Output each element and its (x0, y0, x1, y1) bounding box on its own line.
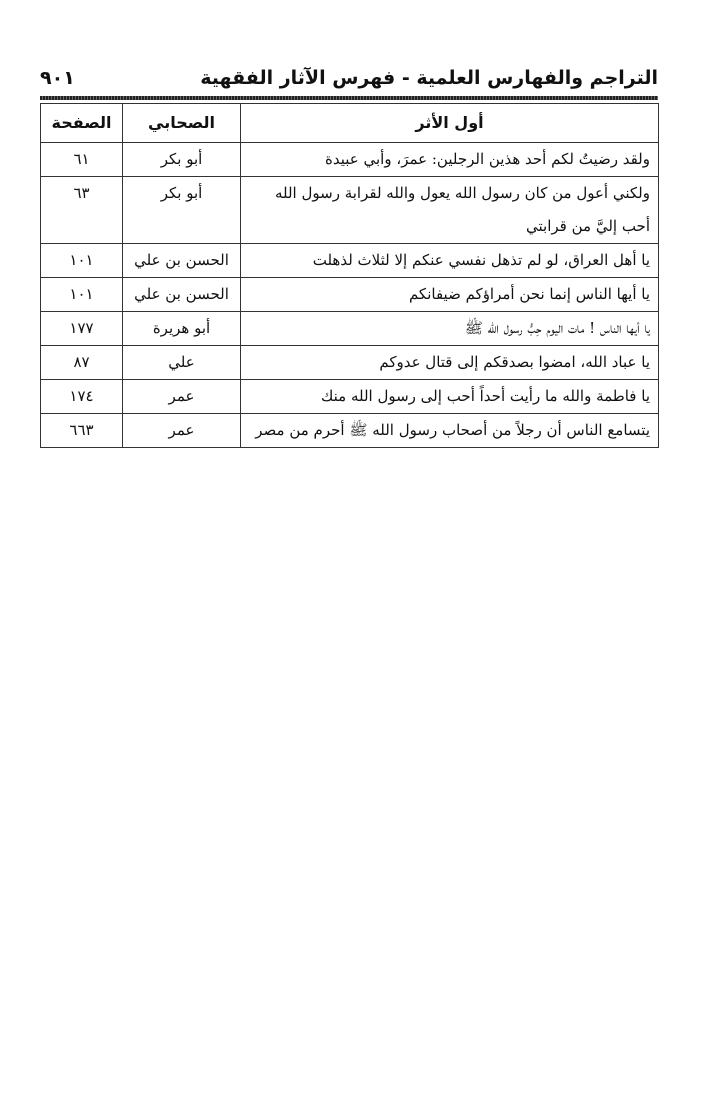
column-header-page: الصفحة (41, 104, 123, 143)
table-row (41, 346, 659, 380)
column-header-athar: أول الأثر (241, 104, 659, 143)
sahabi-cell: عمر (123, 380, 241, 414)
page-cell: ٦٦٣ (41, 414, 123, 448)
athar-cell: يا أيها الناس إنما نحن أمراؤكم ضيفانكم (241, 278, 659, 312)
running-title: التراجم والفهارس العلمية - فهرس الآثار الفقهية (200, 67, 658, 89)
page-cell: ١٧٧ (41, 312, 123, 346)
athar-index-table-wrap (40, 103, 658, 448)
sahabi-cell: أبو بكر (123, 177, 241, 244)
athar-cell: يا أيها الناس ! مات اليوم حِبُّ رسول الله ﷺ (241, 312, 659, 346)
sahabi-cell: علي (123, 346, 241, 380)
table-row (41, 177, 659, 244)
athar-cell: يتسامع الناس أن رجلاً من أصحاب رسول الله ﷺ أحرم من مصر (241, 414, 659, 448)
athar-cell: ولقد رضيتُ لكم أحد هذين الرجلين: عمرَ، وأبي عبيدة (241, 143, 659, 177)
table-header-row (41, 104, 659, 143)
page-number: ٩٠١ (40, 67, 75, 89)
athar-cell: يا عباد الله، امضوا بصدقكم إلى قتال عدوكم (241, 346, 659, 380)
page-cell: ٦٣ (41, 177, 123, 244)
column-header-sahabi: الصحابي (123, 104, 241, 143)
athar-cell: يا فاطمة والله ما رأيت أحداً أحب إلى رسول الله منك (241, 380, 659, 414)
page-cell: ١٠١ (41, 278, 123, 312)
table-row (41, 414, 659, 448)
sahabi-cell: أبو بكر (123, 143, 241, 177)
page-cell: ١٧٤ (41, 380, 123, 414)
page-cell: ٨٧ (41, 346, 123, 380)
table-row (41, 143, 659, 177)
page-cell: ٦١ (41, 143, 123, 177)
athar-index-table (40, 103, 659, 448)
page-cell: ١٠١ (41, 244, 123, 278)
table-row (41, 244, 659, 278)
sahabi-cell: الحسن بن علي (123, 244, 241, 278)
athar-cell: ولكني أعول من كان رسول الله يعول والله لقرابة رسول الله أحب إليَّ من قرابتي (241, 177, 659, 244)
sahabi-cell: أبو هريرة (123, 312, 241, 346)
header-rule (40, 96, 658, 100)
table-row (41, 278, 659, 312)
sahabi-cell: الحسن بن علي (123, 278, 241, 312)
table-row (41, 312, 659, 346)
athar-cell: يا أهل العراق، لو لم تذهل نفسي عنكم إلا لثلاث لذهلت (241, 244, 659, 278)
sahabi-cell: عمر (123, 414, 241, 448)
page-header (40, 64, 658, 92)
table-row (41, 380, 659, 414)
